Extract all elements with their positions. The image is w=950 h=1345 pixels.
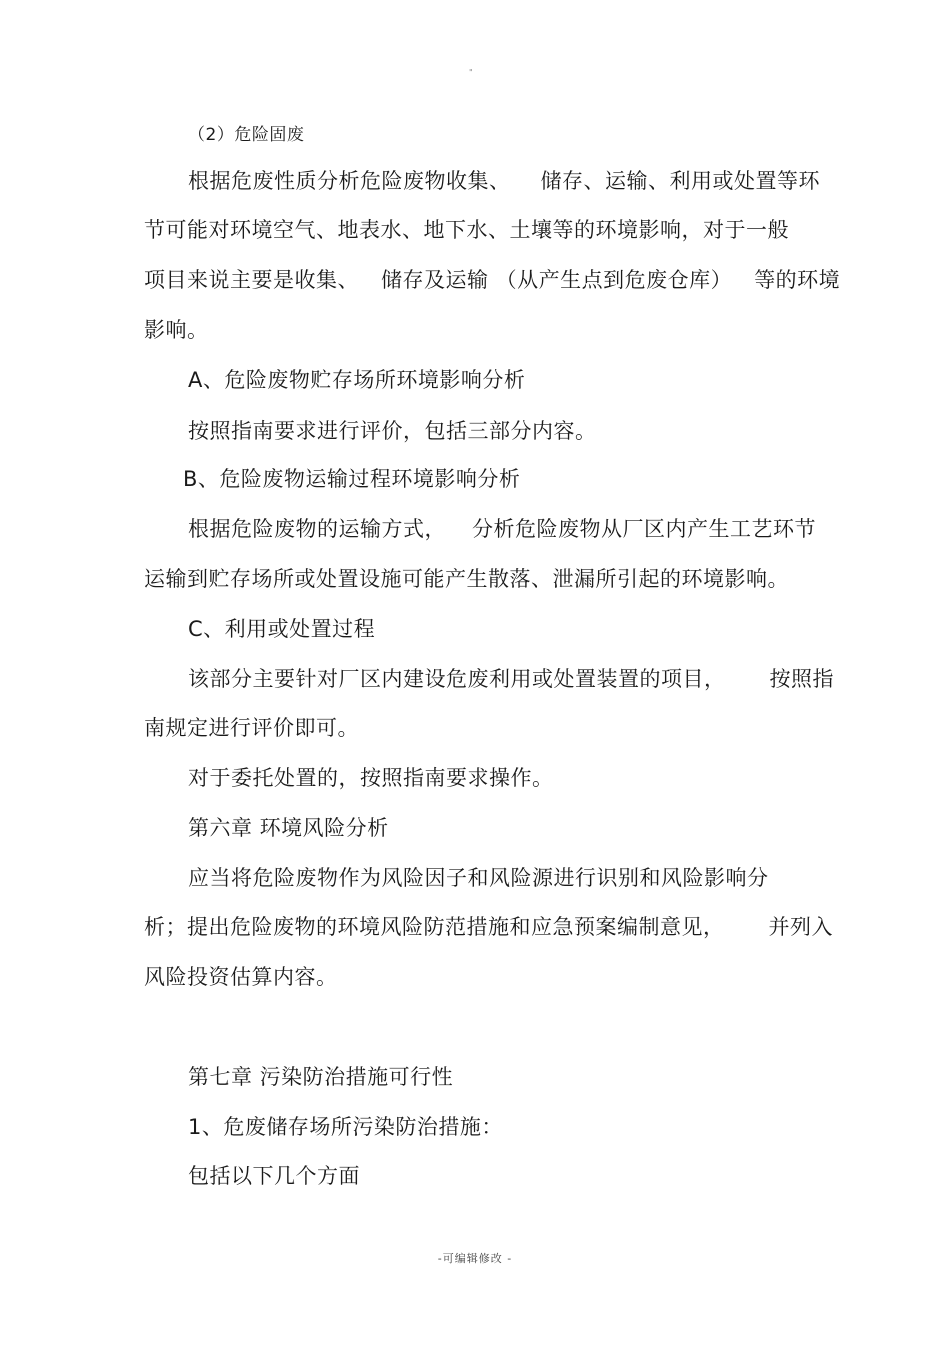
text-segment: 等的环境 bbox=[754, 268, 841, 292]
text-segment: 储存及运输 （从产生点到危废仓库） bbox=[381, 268, 733, 292]
chapter-6-title: 第六章 环境风险分析 bbox=[188, 816, 389, 840]
text-segment: 按照指 bbox=[769, 667, 834, 691]
paragraph-line bbox=[144, 913, 833, 941]
paragraph-line: 风险投资估算内容。 bbox=[144, 965, 338, 989]
list-item-1: 1、危废储存场所污染防治措施： bbox=[188, 1115, 503, 1139]
paragraph-line bbox=[188, 167, 820, 195]
paragraph-line: 南规定进行评价即可。 bbox=[144, 716, 359, 740]
paragraph-line: 影响。 bbox=[144, 318, 209, 342]
text-segment: 储存、运输、利用或处置等环 bbox=[540, 169, 820, 193]
text-segment: 分析危险废物从厂区内产生工艺环节 bbox=[472, 517, 816, 541]
subheading-b: B、危险废物运输过程环境影响分析 bbox=[183, 467, 521, 491]
subheading-c: C、利用或处置过程 bbox=[188, 617, 376, 641]
paragraph-line bbox=[188, 515, 816, 543]
paragraph-line bbox=[188, 665, 834, 693]
paragraph-line bbox=[144, 266, 840, 294]
paragraph-line: 对于委托处置的，按照指南要求操作。 bbox=[188, 766, 554, 790]
text-segment: 根据危险废物的运输方式， bbox=[188, 517, 446, 541]
header-mark: " bbox=[469, 68, 473, 77]
section-heading-hazardous-solid-waste: （2）危险固废 bbox=[188, 125, 305, 145]
page-footer: -可编辑修改 - bbox=[437, 1252, 513, 1265]
text-segment: 析；提出危险废物的环境风险防范措施和应急预案编制意见， bbox=[144, 915, 725, 939]
text-segment: 并列入 bbox=[768, 915, 833, 939]
paragraph-line: 应当将危险废物作为风险因子和风险源进行识别和风险影响分 bbox=[188, 866, 769, 890]
subheading-a: A、危险废物贮存场所环境影响分析 bbox=[188, 368, 526, 392]
text-segment: 该部分主要针对厂区内建设危废利用或处置装置的项目， bbox=[188, 667, 726, 691]
paragraph-line: 运输到贮存场所或处置设施可能产生散落、泄漏所引起的环境影响。 bbox=[144, 567, 789, 591]
chapter-7-title: 第七章 污染防治措施可行性 bbox=[188, 1065, 454, 1089]
text-segment: 项目来说主要是收集、 bbox=[144, 268, 359, 292]
text-segment: 根据危废性质分析危险废物收集、 bbox=[188, 169, 511, 193]
paragraph-line: 包括以下几个方面 bbox=[188, 1164, 360, 1188]
paragraph-line: 节可能对环境空气、地表水、地下水、土壤等的环境影响，对于一般 bbox=[144, 218, 789, 242]
paragraph-line: 按照指南要求进行评价，包括三部分内容。 bbox=[188, 419, 597, 443]
